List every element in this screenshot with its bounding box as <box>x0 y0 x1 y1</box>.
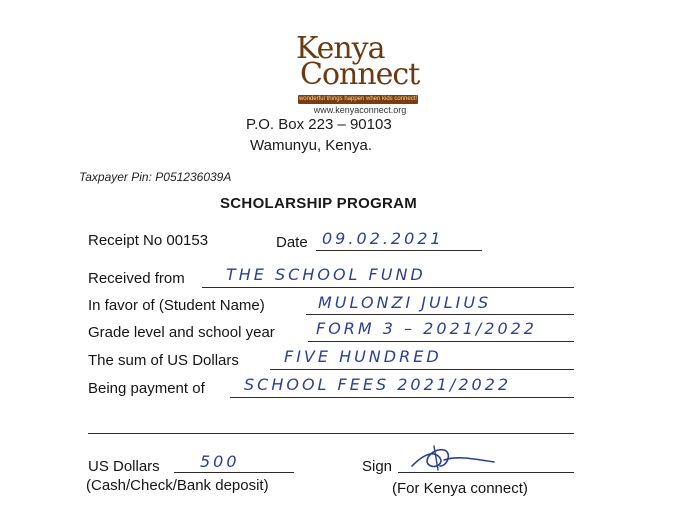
field-student-name-label: In favor of (Student Name) <box>88 297 265 314</box>
field-received-from-value: THE SCHOOL FUND <box>226 265 426 284</box>
taxpayer-pin: Taxpayer Pin: P051236039A <box>79 170 232 184</box>
date-label: Date <box>276 234 308 251</box>
logo-tagline: wonderful things happen when kids connect! <box>298 96 418 102</box>
field-student-name-value: MULONZI JULIUS <box>318 293 492 312</box>
logo-wordmark-kenya: Kenya <box>296 31 385 66</box>
field-received-from-line <box>202 287 574 288</box>
field-payment-value: SCHOOL FEES 2021/2022 <box>244 375 512 394</box>
field-student-name-line <box>306 314 574 315</box>
blank-line <box>88 433 574 434</box>
address-line-1: P.O. Box 223 – 90103 <box>246 116 392 133</box>
receipt-number: Receipt No 00153 <box>88 232 209 249</box>
usd-value: 500 <box>200 452 240 471</box>
field-grade-level-value: FORM 3 – 2021/2022 <box>316 319 537 338</box>
logo-url: www.kenyaconnect.org <box>313 105 407 115</box>
payment-methods: (Cash/Check/Bank deposit) <box>86 477 269 494</box>
sign-line <box>398 472 574 473</box>
sign-for: (For Kenya connect) <box>392 480 528 497</box>
kenya-connect-logo <box>296 31 422 124</box>
field-payment-label: Being payment of <box>88 380 205 397</box>
address-line-2: Wamunyu, Kenya. <box>250 137 372 154</box>
field-received-from-label: Received from <box>88 270 185 287</box>
document-title: SCHOLARSHIP PROGRAM <box>220 195 418 212</box>
logo-wordmark-connect: Connect <box>300 57 420 92</box>
field-sum-line <box>270 369 574 370</box>
date-underline <box>316 250 482 251</box>
usd-label: US Dollars <box>88 458 160 475</box>
field-grade-level-line <box>308 341 574 342</box>
sign-label: Sign <box>362 458 393 475</box>
field-payment-line <box>230 397 574 398</box>
usd-line <box>174 472 294 473</box>
field-grade-level-label: Grade level and school year <box>88 324 275 341</box>
field-sum-value: FIVE HUNDRED <box>284 347 442 366</box>
date-value: 09.02.2021 <box>322 229 444 248</box>
field-sum-label: The sum of US Dollars <box>88 352 239 369</box>
